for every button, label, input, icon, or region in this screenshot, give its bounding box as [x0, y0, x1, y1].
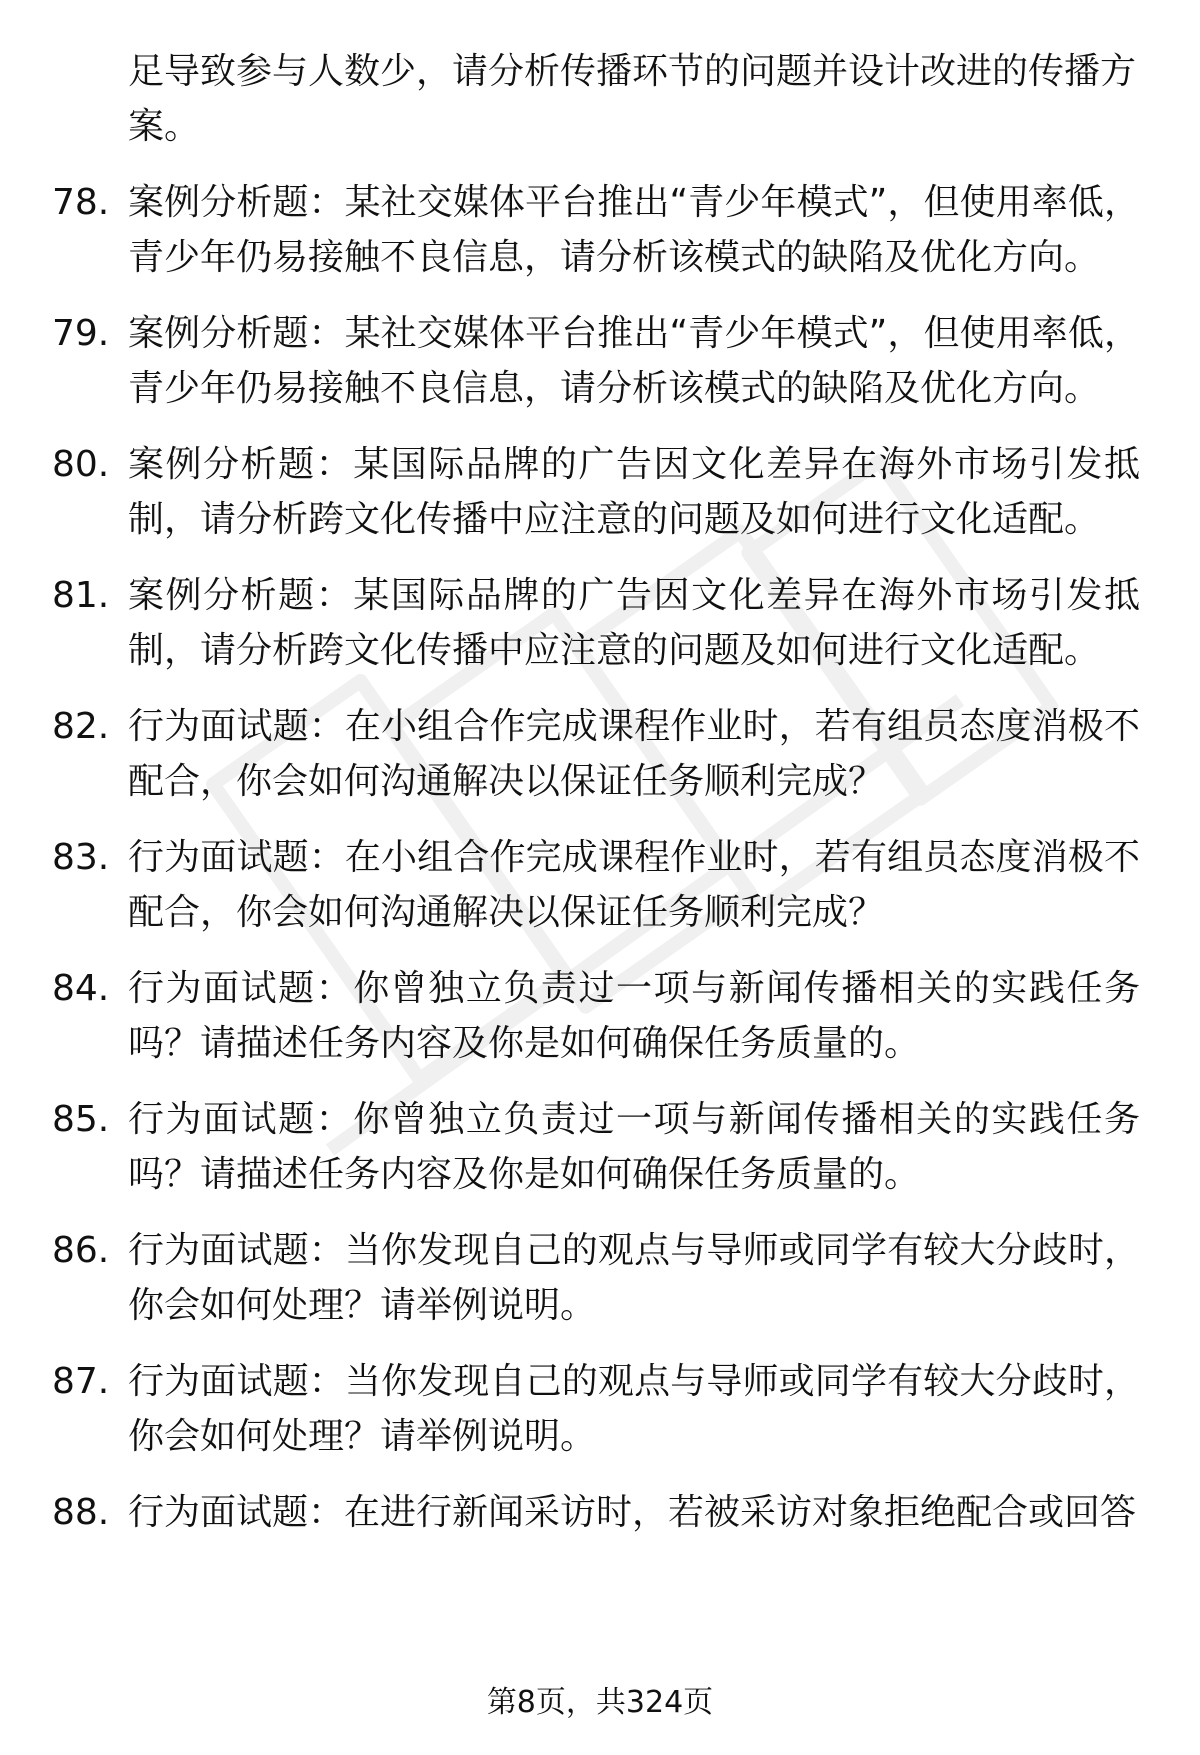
- question-item: [0, 1485, 1200, 1540]
- question-text: 行为面试题：当你发现自己的观点与导师或同学有较大分歧时，你会如何处理？请举例说明。: [128, 1361, 1140, 1457]
- page-footer: 第8页，共324页: [486, 1685, 714, 1720]
- question-item: [0, 1223, 1200, 1333]
- question-item: [0, 568, 1200, 678]
- question-item: [0, 1092, 1200, 1202]
- question-list: [0, 44, 1200, 1561]
- question-item: [0, 699, 1200, 809]
- question-item: [0, 437, 1200, 547]
- question-number: 78.: [52, 182, 110, 223]
- question-text: 案例分析题：某国际品牌的广告因文化差异在海外市场引发抵制，请分析跨文化传播中应注意的问题及如何进行文化适配。: [128, 575, 1140, 671]
- question-item: [0, 175, 1200, 285]
- question-number: 83.: [52, 837, 110, 878]
- question-item: [0, 306, 1200, 416]
- question-item: [0, 830, 1200, 940]
- question-number: 88.: [52, 1492, 110, 1533]
- question-text: 案例分析题：某国际品牌的广告因文化差异在海外市场引发抵制，请分析跨文化传播中应注意的问题及如何进行文化适配。: [128, 444, 1140, 540]
- question-number: 81.: [52, 575, 110, 616]
- question-text: 行为面试题：当你发现自己的观点与导师或同学有较大分歧时，你会如何处理？请举例说明。: [128, 1230, 1140, 1326]
- question-text: 案例分析题：某社交媒体平台推出“青少年模式”，但使用率低，青少年仍易接触不良信息，请分析该模式的缺陷及优化方向。: [128, 182, 1140, 278]
- question-text: 行为面试题：你曾独立负责过一项与新闻传播相关的实践任务吗？请描述任务内容及你是如何确保任务质量的。: [128, 1099, 1140, 1195]
- question-number: 86.: [52, 1230, 110, 1271]
- question-number: 84.: [52, 968, 110, 1009]
- question-item: [0, 1354, 1200, 1464]
- question-number: 80.: [52, 444, 110, 485]
- question-number: 87.: [52, 1361, 110, 1402]
- question-number: 79.: [52, 313, 110, 354]
- question-text: 行为面试题：在小组合作完成课程作业时，若有组员态度消极不配合，你会如何沟通解决以保证任务顺利完成？: [128, 706, 1140, 802]
- question-text: 行为面试题：在进行新闻采访时，若被采访对象拒绝配合或回答: [128, 1492, 1137, 1533]
- question-item: [0, 961, 1200, 1071]
- question-text: 行为面试题：在小组合作完成课程作业时，若有组员态度消极不配合，你会如何沟通解决以保证任务顺利完成？: [128, 837, 1140, 933]
- question-text: 行为面试题：你曾独立负责过一项与新闻传播相关的实践任务吗？请描述任务内容及你是如何确保任务质量的。: [128, 968, 1140, 1064]
- question-number: 82.: [52, 706, 110, 747]
- question-text: 案例分析题：某社交媒体平台推出“青少年模式”，但使用率低，青少年仍易接触不良信息，请分析该模式的缺陷及优化方向。: [128, 313, 1140, 409]
- question-number: 85.: [52, 1099, 110, 1140]
- continued-question-text: 足导致参与人数少，请分析传播环节的问题并设计改进的传播方案。: [128, 51, 1137, 147]
